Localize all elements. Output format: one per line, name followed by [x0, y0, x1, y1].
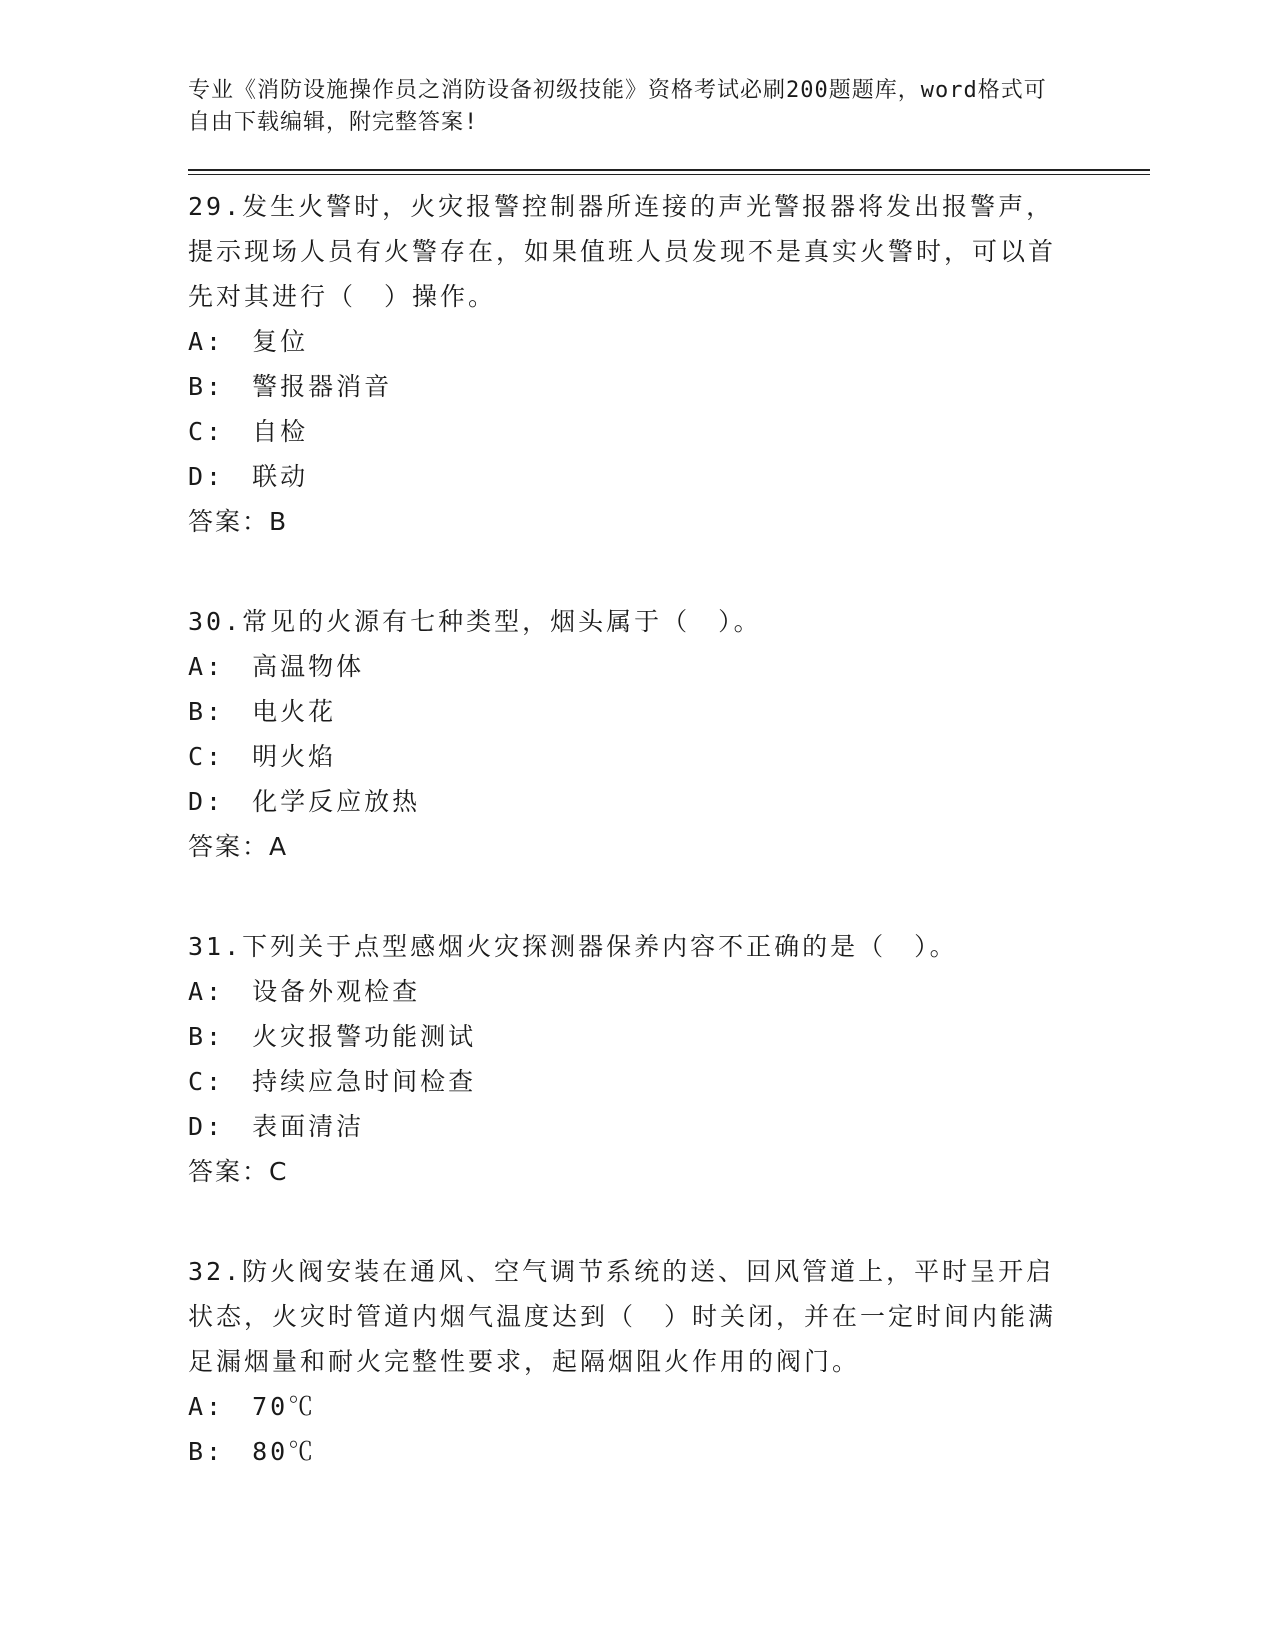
question-32	[188, 1249, 1138, 1474]
option-c: C: 持续应急时间检查	[188, 1067, 477, 1096]
option-c: C: 明火焰	[188, 742, 337, 771]
answer: 答案：A	[188, 832, 289, 861]
question-text: 31.下列关于点型感烟火灾探测器保养内容不正确的是（ ）。	[188, 932, 958, 961]
option-c: C: 自检	[188, 417, 309, 446]
header-divider	[188, 169, 1150, 171]
option-a: A: 复位	[188, 327, 309, 356]
option-b: B: 警报器消音	[188, 372, 393, 401]
answer: 答案：B	[188, 507, 289, 536]
option-d: D: 联动	[188, 462, 309, 491]
option-a: A: 70℃	[188, 1392, 317, 1421]
option-a: A: 设备外观检查	[188, 977, 421, 1006]
option-b: B: 80℃	[188, 1437, 317, 1466]
option-b: B: 电火花	[188, 697, 337, 726]
question-text: 29.发生火警时，火灾报警控制器所连接的声光警报器将发出报警声，提示现场人员有火警存在，如果值班人员发现不是真实火警时，可以首先对其进行（ ）操作。	[188, 192, 1057, 311]
question-30	[188, 599, 1138, 869]
option-d: D: 化学反应放热	[188, 787, 421, 816]
option-d: D: 表面清洁	[188, 1112, 365, 1141]
question-29	[188, 184, 1138, 544]
header-divider-thin	[188, 174, 1150, 175]
question-text: 30.常见的火源有七种类型，烟头属于（ ）。	[188, 607, 762, 636]
question-31	[188, 924, 1138, 1194]
document-header: 专业《消防设施操作员之消防设备初级技能》资格考试必刷200题题库，word格式可自由下载编辑，附完整答案!	[188, 78, 1047, 135]
option-b: B: 火灾报警功能测试	[188, 1022, 477, 1051]
document-page	[188, 0, 1138, 1474]
question-text: 32.防火阀安装在通风、空气调节系统的送、回风管道上，平时呈开启状态，火灾时管道内烟气温度达到（ ）时关闭，并在一定时间内能满足漏烟量和耐火完整性要求，起隔烟阻火作用的阀门。	[188, 1257, 1057, 1376]
option-a: A: 高温物体	[188, 652, 365, 681]
answer: 答案：C	[188, 1157, 289, 1186]
